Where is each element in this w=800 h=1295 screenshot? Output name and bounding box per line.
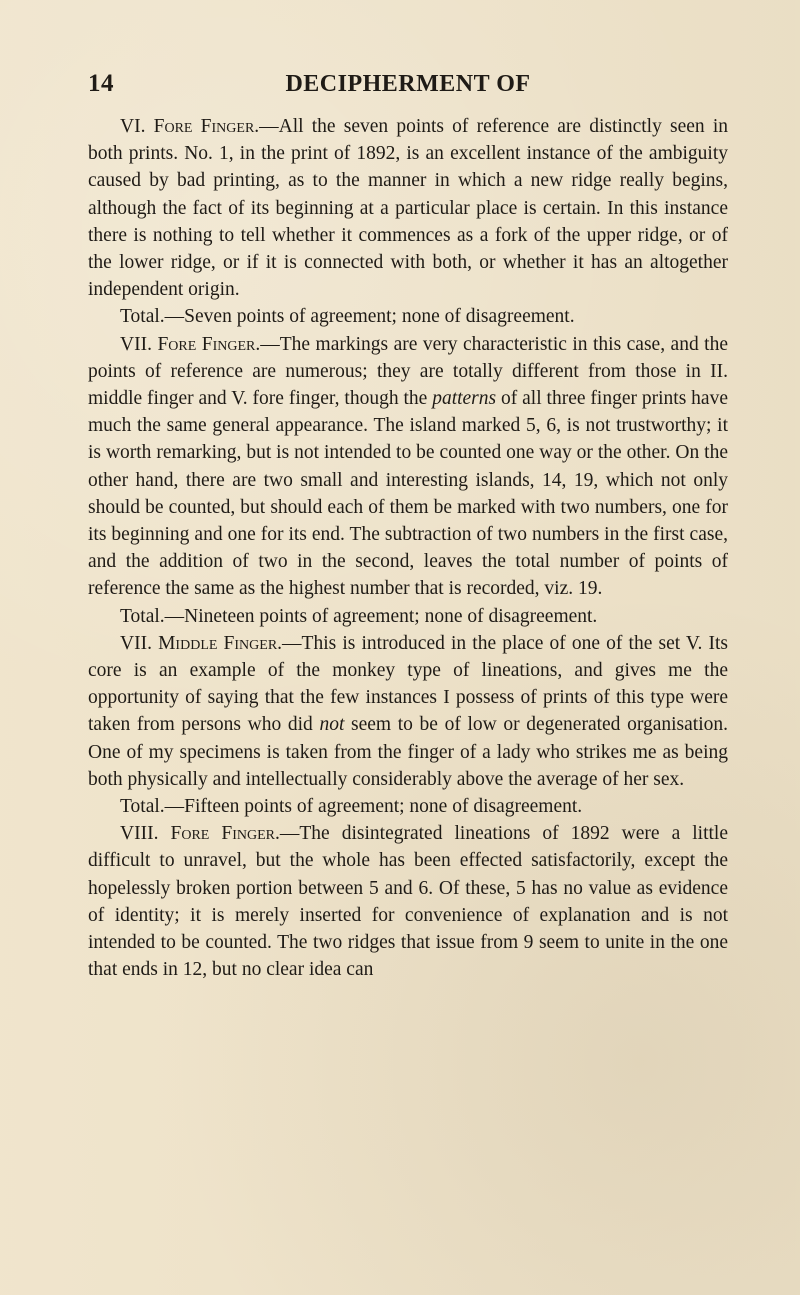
section-vii-middle-numeral: VII.: [120, 632, 152, 654]
page-header: [88, 67, 728, 101]
page-number: 14: [88, 70, 114, 97]
section-viii-heading: Fore Finger.: [170, 823, 280, 845]
section-vii-middle-paragraph: [88, 630, 728, 793]
section-vii-fore-total: Total.—Nineteen points of agreement; none of disagreement.: [120, 605, 598, 627]
section-vii-fore-paragraph: [88, 331, 728, 603]
section-vii-middle-total: Total.—Fifteen points of agreement; none of disagreement.: [120, 796, 583, 818]
section-vii-fore-body-start: —The markings are very characteristic in this case, and the points of reference are numerous; they are totally different from those in II. middle finger and V. fore finger, though the: [88, 333, 728, 410]
page-text: [88, 113, 728, 1288]
section-viii-numeral: VIII.: [120, 823, 159, 845]
section-vi-heading: Fore Finger.: [153, 116, 260, 137]
section-vii-middle-body-start: —This is introduced in the place of one of the set V. Its core is an example of the monkey type of lineations, and gives me the opportunity of saying that the few instances I possess of prints of this type were taken from persons who did: [88, 632, 729, 736]
section-vii-middle-body-end: seem to be of low or degenerated organisation. One of my specimens is taken from the finger of a lady who strikes me as being both physically and intellectually considerably above the average of her sex.: [88, 714, 728, 790]
section-vi-paragraph: [88, 113, 728, 303]
section-vi-total: Total.—Seven points of agreement; none of disagreement.: [120, 306, 575, 328]
section-viii-body: —The disintegrated lineations of 1892 were a little difficult to unravel, but the whole has been effected satisfactorily, except the hopelessly broken portion between 5 and 6. Of these, 5 has no value as evidence of identity; it is merely inserted for convenience of explanation and is not intended to be counted. The two ridges that issue from 9 seem to unite in the one that ends in 12, but no clear idea can: [88, 823, 729, 981]
section-viii-paragraph: [88, 820, 728, 983]
section-vii-fore-body-end: of all three finger prints have much the same general appearance. The island marked 5, 6, is not trustworthy; it is worth remarking, but is not intended to be counted one way or the other. On the other hand, there are two small and interesting islands, 14, 19, which not only should be counted, but should each of them be marked with two numbers, one for its beginning and one for its end. The subtraction of two numbers in the first case, and the addition of two in the second, leaves the total number of points of reference the same as the highest number that is recorded, viz. 19.: [88, 388, 728, 600]
section-vii-middle-heading: Middle Finger.: [158, 632, 283, 654]
running-title: DECIPHERMENT OF: [285, 71, 531, 97]
section-vii-fore-heading: Fore Finger.: [157, 333, 261, 355]
section-vii-fore-numeral: VII.: [120, 333, 152, 355]
section-vii-middle-emphasis: not: [319, 714, 345, 736]
section-vi-body: —All the seven points of reference are distinctly seen in both prints. No. 1, in the print of 1892, is an excellent instance of the ambiguity caused by bad printing, as to the manner in which a new ridge really begins, although the fact of its beginning at a particular place is certain. In this instance there is nothing to tell whether it commences as a fork of the upper ridge, or of the lower ridge, or if it is connected with both, or whether it has an altogether independent origin.: [88, 116, 729, 301]
section-vi-numeral: VI.: [120, 116, 146, 137]
section-vii-fore-emphasis: patterns: [432, 388, 497, 410]
